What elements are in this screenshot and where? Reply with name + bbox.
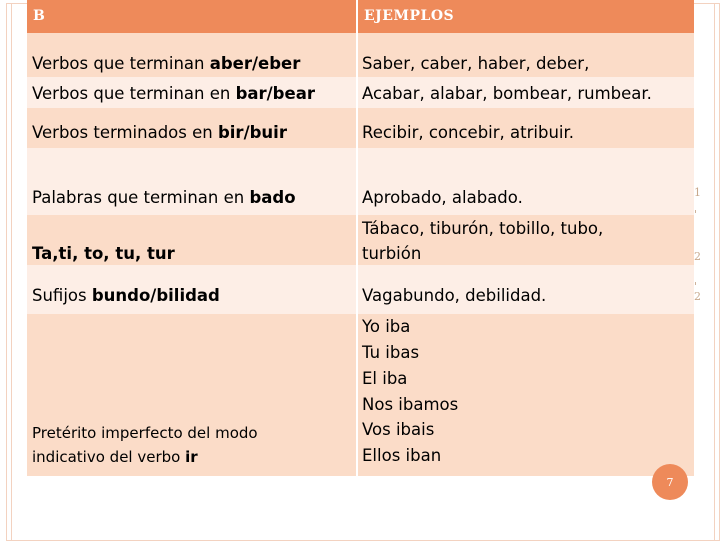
conjugation-line: Ellos iban [362,446,442,465]
row-examples-line1: Tábaco, tiburón, tobillo, tubo, [362,219,604,238]
row-label-line2: indicativo del verbo ir [32,448,198,466]
table-row [27,77,694,108]
row-label: Verbos que terminan aber/eber [32,54,301,73]
conjugation-line: Vos ibais [362,420,435,439]
row-label: Ta,ti, to, tu, tur [32,244,175,263]
table-row [27,108,694,148]
table-row [27,265,694,283]
table-row [27,33,694,50]
table-row [27,283,694,314]
table-row [27,215,694,265]
table-row [27,50,694,77]
table-row [27,148,694,179]
page-number-badge [652,464,688,500]
conjugation-line: Yo iba [362,317,411,336]
conjugation-line: El iba [362,369,408,388]
header-col-b: B [27,0,356,33]
conjugation-line: Tu ibas [362,343,420,362]
row-examples: Acabar, alabar, bombear, rumbear. [362,84,652,103]
conjugation-line: Nos ibamos [362,395,459,414]
row-examples: Aprobado, alabado. [362,188,523,207]
row-label: Sufijos bundo/bilidad [32,286,220,305]
row-examples: Vagabundo, debilidad. [362,286,547,305]
table-header [27,0,694,33]
row-label: Verbos terminados en bir/buir [32,123,287,142]
edge-glyph: 2 [694,290,701,303]
header-col-ejemplos: EJEMPLOS [358,0,694,33]
edge-glyph: ' [694,208,698,221]
table-row [27,179,694,215]
row-examples: Saber, caber, haber, deber, [362,54,590,73]
edge-glyph: ' [694,280,698,293]
row-label-line1: Pretérito imperfecto del modo [32,424,258,442]
table-row [27,314,694,476]
edge-glyph: 1 [694,186,701,199]
row-label: Verbos que terminan en bar/bear [32,84,315,103]
row-label: Palabras que terminan en bado [32,188,296,207]
row-examples-line2: turbión [362,244,422,263]
edge-glyph: 2 [694,250,701,263]
page-number: 7 [666,475,674,489]
row-examples: Recibir, concebir, atribuir. [362,123,575,142]
